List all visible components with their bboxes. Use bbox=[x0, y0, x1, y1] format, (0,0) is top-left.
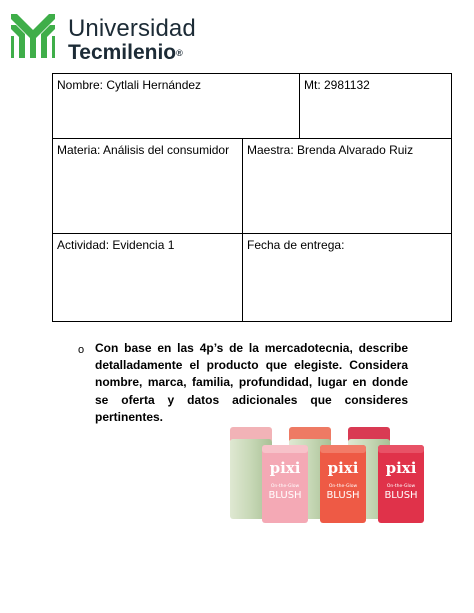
fecha-cell: Fecha de entrega: bbox=[242, 233, 452, 322]
logo-tecmilenio-text: Tecmilenio® bbox=[68, 41, 183, 64]
front-stick-ruby bbox=[378, 445, 424, 523]
product-label-coral: BLUSH bbox=[326, 490, 360, 501]
materia-cell: Materia: Análisis del consumidor bbox=[52, 138, 243, 234]
instruction-text: Con base en las 4p’s de la mercadotecnia, describe detalladamente el producto que elegiste. Considera nombre, marca, familia, profundidad, lugar en donde se oferta y datos adicionales que consideres pertinentes. bbox=[95, 341, 408, 424]
pixi-blush-product-image bbox=[222, 425, 432, 528]
brand-label-coral: pixi bbox=[327, 459, 359, 477]
maestra-cell: Maestra: Brenda Alvarado Ruiz bbox=[242, 138, 452, 234]
actividad-cell: Actividad: Evidencia 1 bbox=[52, 233, 243, 322]
nombre-cell: Nombre: Cytlali Hernández bbox=[52, 73, 300, 139]
university-logo bbox=[11, 10, 211, 62]
student-info-table bbox=[52, 73, 452, 322]
front-stick-coral bbox=[320, 445, 366, 523]
tagline-label-coral: On-the-Glow bbox=[328, 484, 358, 489]
registered-mark: ® bbox=[176, 48, 183, 58]
tagline-label-pink: On-the-Glow bbox=[270, 484, 300, 489]
logo-universidad-text: Universidad bbox=[68, 15, 196, 42]
product-label-pink: BLUSH bbox=[268, 490, 302, 501]
tecmilenio-logo-icon bbox=[11, 12, 55, 58]
tagline-label-ruby: On-the-Glow bbox=[386, 484, 416, 489]
brand-label-ruby: pixi bbox=[385, 459, 417, 477]
front-stick-pink bbox=[262, 445, 308, 523]
product-label-ruby: BLUSH bbox=[384, 490, 418, 501]
bullet-marker: o bbox=[78, 344, 85, 356]
matricula-cell: Mt: 2981132 bbox=[299, 73, 452, 139]
brand-label-pink: pixi bbox=[269, 459, 301, 477]
